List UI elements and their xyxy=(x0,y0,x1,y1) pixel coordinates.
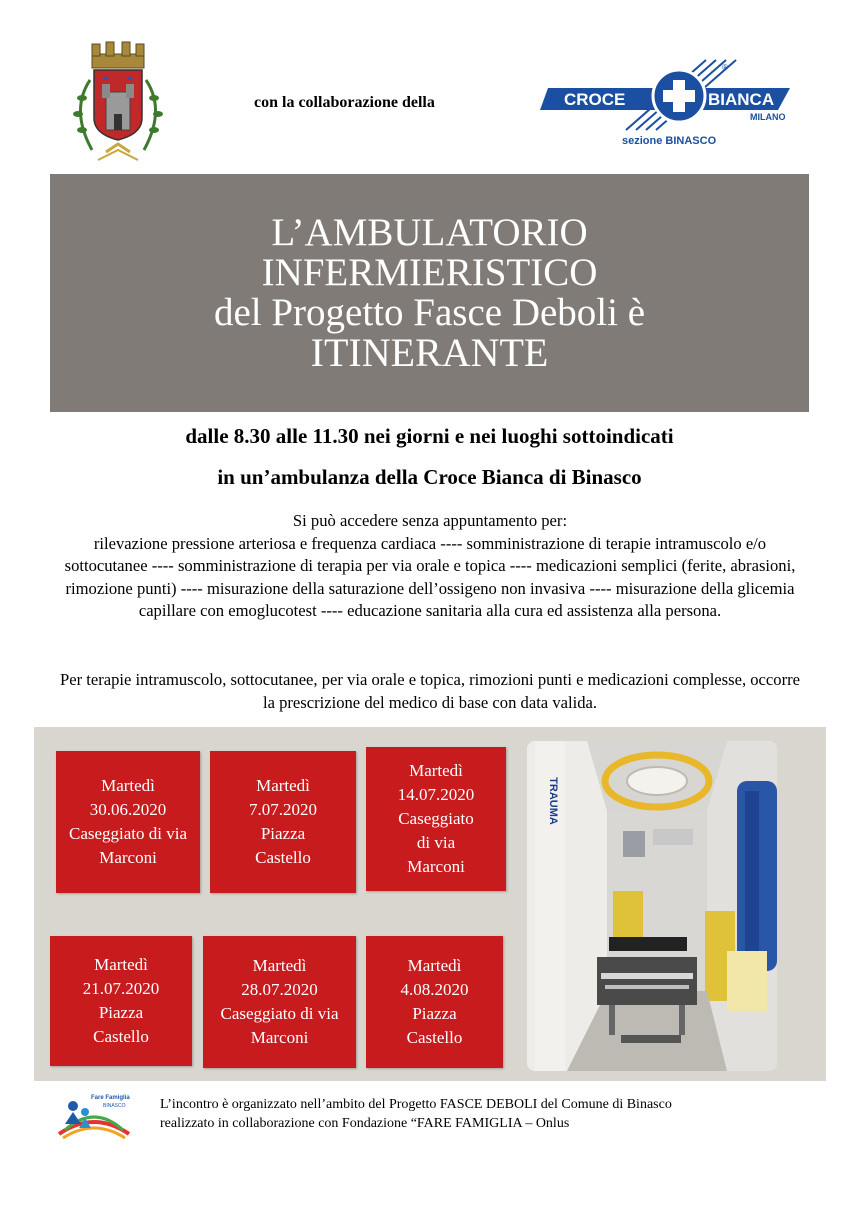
card-place: Piazza Castello xyxy=(406,1004,463,1047)
logo-name-right: BIANCA xyxy=(708,90,775,109)
schedule-card xyxy=(366,747,506,891)
logo-name-left: CROCE xyxy=(564,90,626,109)
ff-logo-label-1: Fare Famiglia xyxy=(91,1095,130,1101)
logo-city: MILANO xyxy=(750,112,786,122)
footer-line-1: L’incontro è organizzato nell’ambito del Progetto FASCE DEBOLI del Comune di Binasco xyxy=(160,1097,672,1112)
schedule-card xyxy=(210,751,356,893)
ff-logo-label-2: BINASCO xyxy=(103,1103,126,1109)
collaboration-text: con la collaborazione della xyxy=(254,94,435,111)
title-line-2: INFERMIERISTICO xyxy=(261,251,598,294)
footer-line-2: realizzato in collaborazione con Fondazione “FARE FAMIGLIA – Onlus xyxy=(160,1116,570,1131)
card-date: 14.07.2020 xyxy=(397,785,475,804)
card-day: Martedì xyxy=(256,776,310,795)
services-intro: Si può accedere senza appuntamento per: xyxy=(292,511,568,530)
schedule-card xyxy=(203,936,356,1068)
title-line-1: L’AMBULATORIO xyxy=(271,211,588,254)
card-date: 21.07.2020 xyxy=(82,979,160,998)
schedule-card xyxy=(366,936,503,1068)
card-day: Martedì xyxy=(94,955,148,974)
title-banner xyxy=(50,174,809,412)
hours-text: dalle 8.30 alle 11.30 nei giorni e nei luoghi sottoindicati xyxy=(185,424,674,448)
card-date: 30.06.2020 xyxy=(89,800,167,819)
ambulance-text: in un’ambulanza della Croce Bianca di Binasco xyxy=(217,465,642,489)
prescription-paragraph: Per terapie intramuscolo, sottocutanee, per via orale e topica, rimozioni punti e medicazioni complesse, occorre la prescrizione del medico di base con data valida. xyxy=(60,670,800,712)
card-day: Martedì xyxy=(407,956,462,975)
title-line-4: ITINERANTE xyxy=(310,330,549,375)
card-day: Martedì xyxy=(409,761,463,780)
footer-text xyxy=(160,1095,840,1133)
schedule-card xyxy=(56,751,200,893)
ambulance-interior-photo xyxy=(527,741,777,1071)
card-place: Piazza Castello xyxy=(255,824,311,867)
card-day: Martedì xyxy=(101,776,155,795)
card-place: Caseggiato di via Marconi xyxy=(68,824,188,867)
trauma-label: TRAUMA xyxy=(547,777,559,825)
logo-section: sezione BINASCO xyxy=(622,135,717,147)
fare-famiglia-logo xyxy=(55,1090,133,1142)
card-date: 28.07.2020 xyxy=(241,980,318,999)
card-day: Martedì xyxy=(252,956,307,975)
card-date: 4.08.2020 xyxy=(400,980,469,999)
services-paragraph xyxy=(55,510,805,623)
card-date: 7.07.2020 xyxy=(249,800,317,819)
services-body: rilevazione pressione arteriosa e frequenza cardiaca ---- somministrazione di terapie intramuscolo e/o sottocutanee ---- somministrazione di terapia per via orale e topica ---- medicazioni semplici (ferite, abrasioni, rimozione punti) ---- misurazione della saturazione dell’ossigeno non invasiva ---- misurazione della glicemia capillare con emoglucotest ---- educazione sanitaria alla cura ed assistenza alla persona. xyxy=(64,533,796,620)
card-place: Piazza Castello xyxy=(93,1003,149,1046)
card-place: Caseggiato di via Marconi xyxy=(398,809,474,876)
logo-trademark: ® xyxy=(722,63,728,72)
municipal-crest-logo xyxy=(62,40,174,170)
croce-bianca-logo xyxy=(540,58,798,150)
card-place: Caseggiato di via Marconi xyxy=(220,1004,339,1047)
title-line-3: del Progetto Fasce Deboli è xyxy=(213,291,646,334)
schedule-card xyxy=(50,936,192,1066)
